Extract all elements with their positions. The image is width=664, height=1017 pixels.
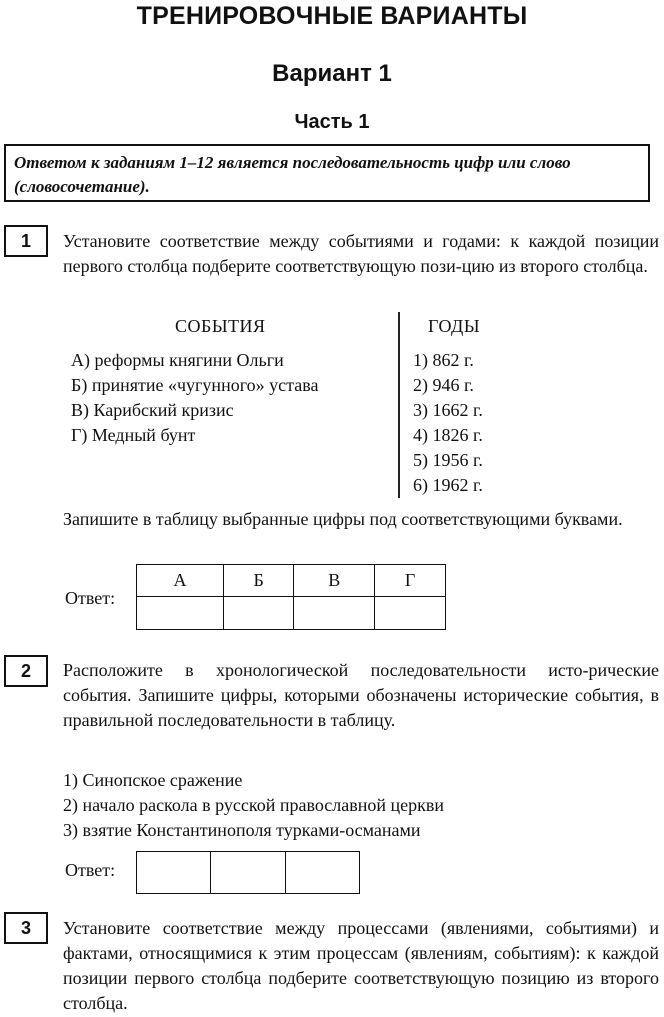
task-2-answer-label: Ответ:: [65, 860, 116, 880]
task-2-text: Расположите в хронологической последовательности исто-рические события. Запишите цифры, которыми обозначены исторические события, в правильной последовательности в таблицу.: [63, 660, 659, 730]
part-title: Часть 1: [294, 111, 370, 133]
task-3-text: Установите соответствие между процессами (явлениями, событиями) и фактами, относящимися к этим процессам (явлениям, событиям): к каждой позиции первого столбца подберите соответствующую позицию из второго столбца.: [63, 918, 659, 1013]
answer-cell-b[interactable]: [223, 597, 293, 630]
event-item: Б) принятие «чугунного» устава: [71, 375, 319, 395]
page-title: ТРЕНИРОВОЧНЫЕ ВАРИАНТЫ: [136, 2, 528, 30]
answer-header-g: Г: [375, 565, 446, 597]
task-3-number: 3: [4, 912, 48, 944]
years-column-header: ГОДЫ: [428, 316, 481, 336]
year-item: 1) 862 г.: [413, 350, 474, 370]
answer-cell-v[interactable]: [294, 597, 375, 630]
task-2-number: 2: [4, 655, 48, 687]
sequence-cell[interactable]: [211, 852, 285, 894]
sequence-cell[interactable]: [137, 852, 211, 894]
year-item: 4) 1826 г.: [413, 425, 483, 445]
task-1-text: Установите соответствие между событиями и годами: к каждой позиции первого столбца подберите соответствующую пози-цию из второго столбца.: [63, 231, 659, 276]
answer-header-v: В: [294, 565, 375, 597]
answer-header-a: А: [137, 565, 224, 597]
task-2-item: 2) начало раскола в русской православной церкви: [63, 795, 444, 815]
event-item: В) Карибский кризис: [71, 400, 234, 420]
sequence-cell[interactable]: [285, 852, 359, 894]
task-1-answer-label: Ответ:: [65, 588, 116, 608]
task-1-instruction: Запишите в таблицу выбранные цифры под соответствующими буквами.: [63, 509, 623, 529]
answer-cell-a[interactable]: [137, 597, 224, 630]
answer-header-b: Б: [223, 565, 293, 597]
event-item: А) реформы княгини Ольги: [71, 350, 284, 370]
event-item: Г) Медный бунт: [71, 425, 196, 445]
task-2-item: 3) взятие Константинополя турками-османами: [63, 820, 421, 840]
task-2-item: 1) Синопское сражение: [63, 770, 243, 790]
task-2-answer-table: [136, 851, 360, 894]
events-column-header: СОБЫТИЯ: [175, 316, 266, 336]
variant-title: Вариант 1: [272, 60, 392, 87]
year-item: 6) 1962 г.: [413, 475, 483, 495]
year-item: 2) 946 г.: [413, 375, 474, 395]
year-item: 3) 1662 г.: [413, 400, 483, 420]
task-1-number: 1: [4, 225, 48, 257]
task-1-answer-table: [136, 564, 446, 630]
column-divider: [398, 312, 400, 498]
answer-cell-g[interactable]: [375, 597, 446, 630]
year-item: 5) 1956 г.: [413, 450, 483, 470]
instruction-box: Ответом к заданиям 1–12 является последовательность цифр или слово (словосочетание).: [4, 144, 650, 202]
